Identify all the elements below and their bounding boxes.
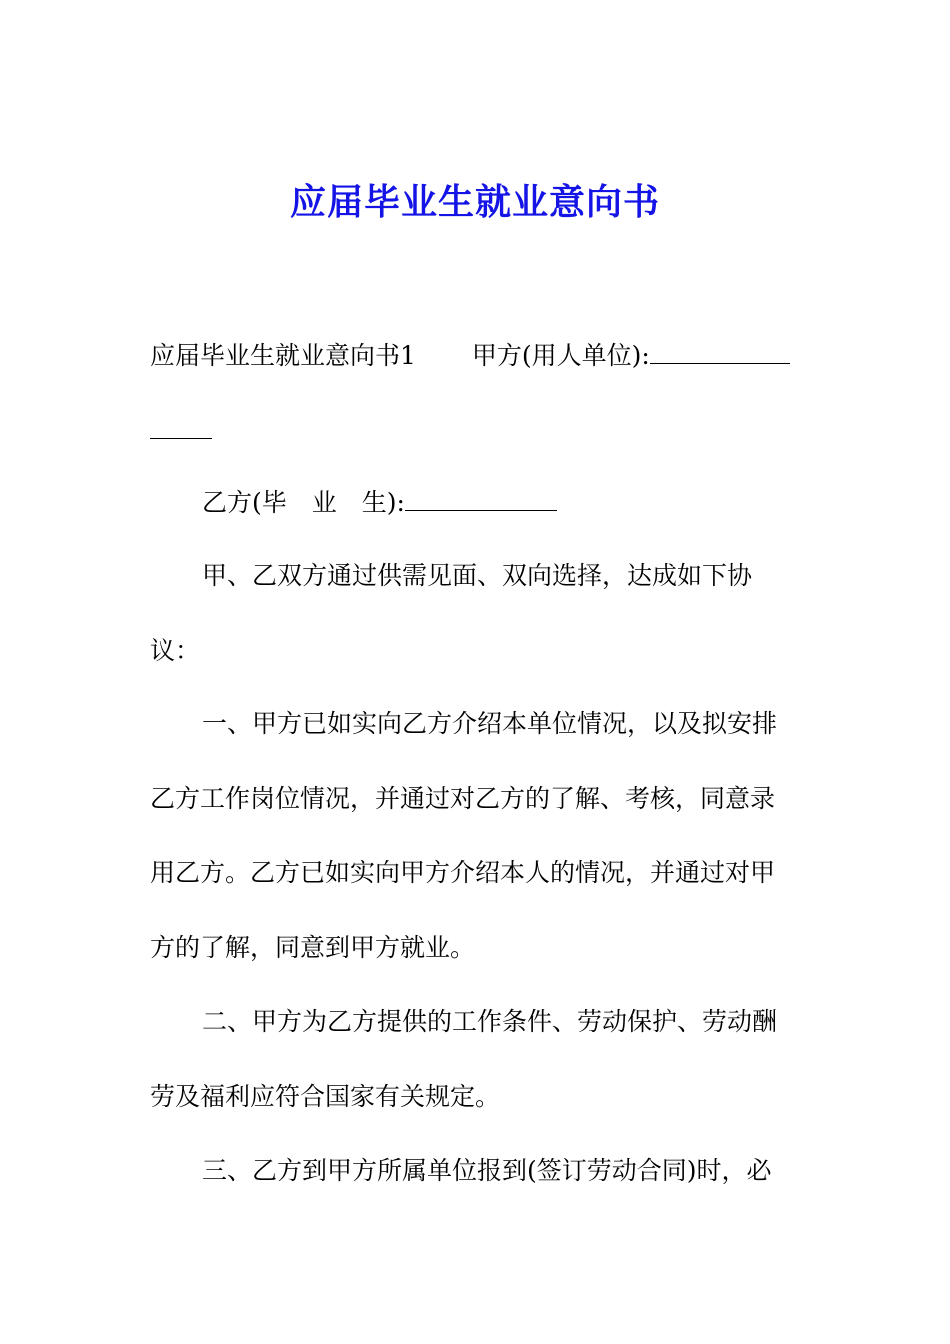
clause1-line-1: 一、甲方已如实向乙方介绍本单位情况，以及拟安排 — [202, 709, 778, 738]
document-subheading: 应届毕业生就业意向书1 — [150, 341, 416, 370]
document-title: 应届毕业生就业意向书 — [289, 182, 660, 223]
clause2-line-1: 二、甲方为乙方提供的工作条件、劳动保护、劳动酬 — [202, 1007, 778, 1036]
clause2-line-2: 劳及福利应符合国家有关规定。 — [150, 1082, 501, 1111]
clause1-line-4: 方的了解，同意到甲方就业。 — [150, 933, 476, 962]
party-b-blank — [405, 484, 557, 511]
intro-line-1: 甲、乙双方通过供需见面、双向选择，达成如下协 — [202, 561, 753, 590]
party-a-blank-2 — [150, 412, 212, 439]
intro-line-2: 议： — [150, 636, 201, 665]
party-b-label: 乙方(毕 业 生): — [202, 488, 405, 517]
clause1-line-2: 乙方工作岗位情况，并通过对乙方的了解、考核，同意录 — [150, 784, 776, 813]
heading-line — [150, 337, 790, 374]
party-b-line — [202, 484, 557, 521]
clause3-line-1: 三、乙方到甲方所属单位报到(签订劳动合同)时，必 — [202, 1156, 772, 1185]
clause1-line-3: 用乙方。乙方已如实向甲方介绍本人的情况，并通过对甲 — [150, 858, 776, 887]
party-a-blank — [650, 337, 790, 364]
party-a-label: 甲方(用人单位): — [471, 341, 650, 370]
party-a-blank-continuation — [150, 412, 212, 449]
